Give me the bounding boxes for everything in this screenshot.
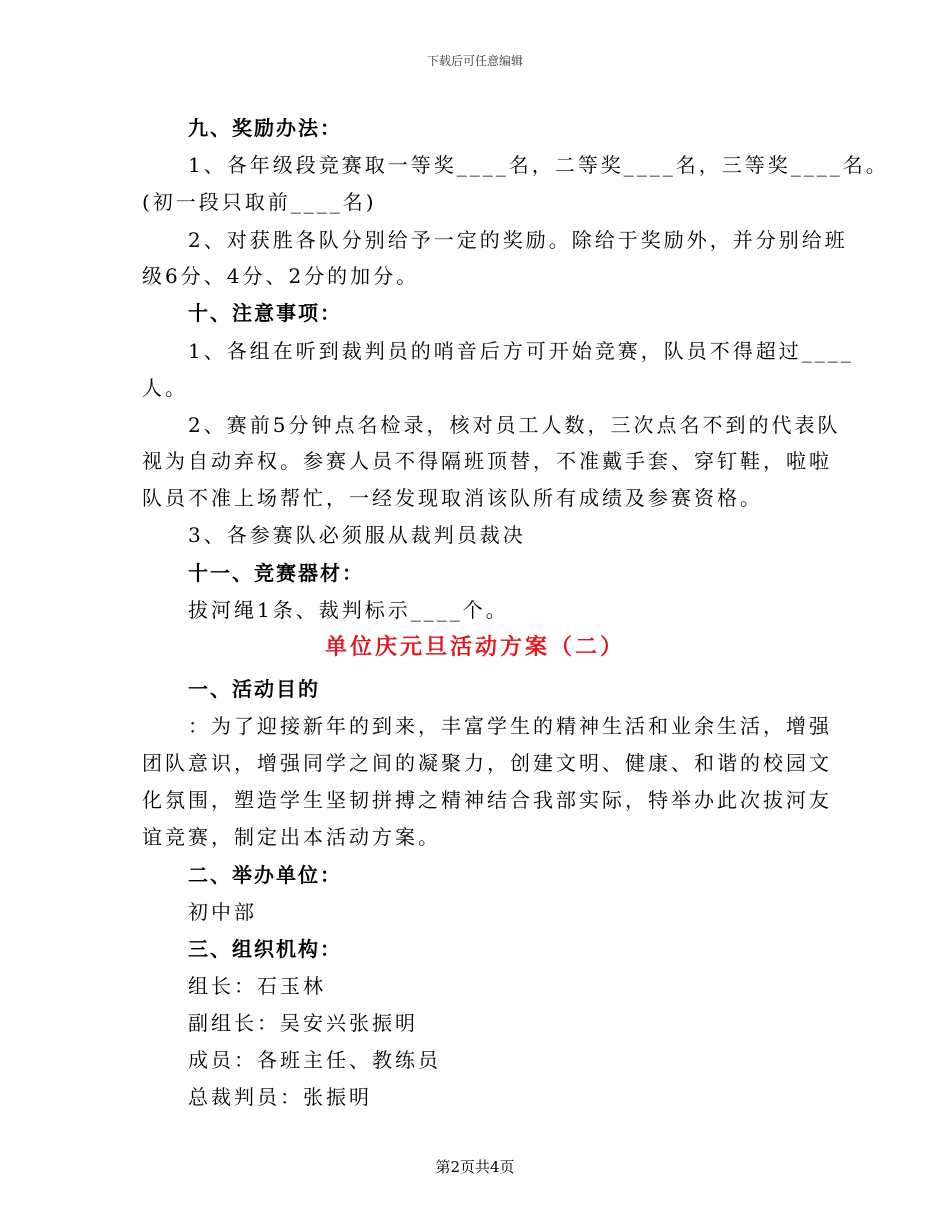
section10-item2-line1: 2、赛前5分钟点名检录，核对员工人数，三次点名不到的代表队 [188,413,841,437]
section9-heading: 九、奖励办法： [188,116,342,140]
section10-item1-line2: 人。 [142,376,188,400]
part1-heading: 一、活动目的 [188,677,320,701]
section9-item2-line1: 2、对获胜各队分别给予一定的奖励。除给于奖励外，并分别给班 [188,228,848,252]
part2-line1: 初中部 [188,900,257,924]
section9-item1-line1: 1、各年级段竞赛取一等奖____名，二等奖____名，三等奖____名。 [188,153,889,177]
part3-line2: 副组长：吴安兴张振明 [188,1011,418,1035]
part1-line4: 谊竞赛，制定出本活动方案。 [142,825,441,849]
part2-heading: 二、举办单位： [188,863,342,887]
part1-line1: ：为了迎接新年的到来，丰富学生的精神生活和业余生活，增强 [188,714,832,738]
section11-item1: 拔河绳1条、裁判标示____个。 [188,598,509,622]
section10-item2-line3: 队员不准上场帮忙，一经发现取消该队所有成绩及参赛资格。 [142,486,763,510]
part3-line1: 组长：石玉林 [188,974,326,998]
section10-item2-line2: 视为自动弃权。参赛人员不得隔班顶替，不准戴手套、穿钉鞋，啦啦 [142,449,832,473]
header-note: 下载后可任意编辑 [426,54,523,68]
part3-line4: 总裁判员：张振明 [188,1085,372,1109]
document-title: 单位庆元旦活动方案（二） [324,635,625,660]
section10-heading: 十、注意事项： [188,301,342,325]
section10-item3: 3、各参赛队必须服从裁判员裁决 [188,523,526,547]
part1-line2: 团队意识，增强同学之间的凝聚力，创建文明、健康、和谐的校园文 [142,751,832,775]
part3-heading: 三、组织机构： [188,937,342,961]
section9-item2-line2: 级6分、4分、2分的加分。 [142,264,420,288]
part1-line3: 化氛围，塑造学生坚韧拼搏之精神结合我部实际，特举办此次拔河友 [142,788,832,812]
part3-line3: 成员：各班主任、教练员 [188,1048,441,1072]
page-number: 第2页共4页 [435,1158,515,1176]
section11-heading: 十一、竞赛器材： [188,561,364,585]
section9-item1-line2: (初一段只取前____名) [142,190,377,214]
section10-item1-line1: 1、各组在听到裁判员的哨音后方可开始竞赛，队员不得超过____ [188,339,854,363]
